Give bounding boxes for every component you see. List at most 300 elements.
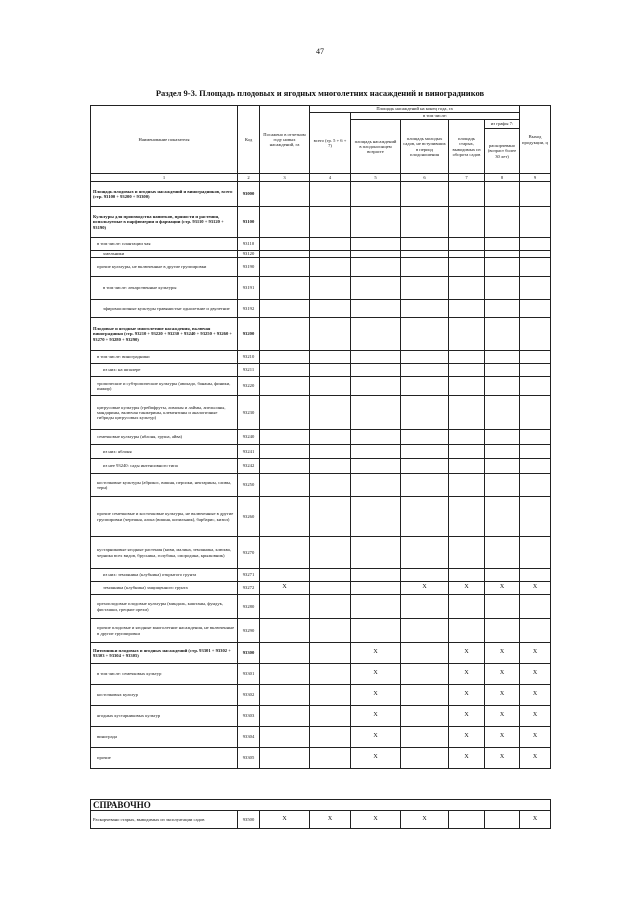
data-cell [401,569,449,582]
data-cell [401,727,449,748]
table-row [91,582,551,595]
data-cell [485,251,520,258]
data-cell [401,351,449,364]
row-code: 93301 [238,664,260,685]
data-cell [351,277,401,300]
data-cell [310,277,351,300]
data-cell [310,445,351,459]
data-cell [485,258,520,277]
data-cell [401,277,449,300]
row-name: прочие [91,748,238,769]
data-cell: X [449,582,485,595]
data-cell [401,238,449,251]
data-cell [310,474,351,497]
table-row [91,351,551,364]
data-cell [401,537,449,569]
table-row [91,445,551,459]
data-cell [401,664,449,685]
data-cell [260,537,310,569]
table-row [91,619,551,643]
data-cell [310,396,351,430]
data-cell [351,582,401,595]
data-cell: X [485,685,520,706]
data-cell: X [351,685,401,706]
row-name: цитрусовые культуры (грейпфруты, лимоны и лаймы, апельсины, мандарины, включая танжерины, клементины и аналогичные гибриды цитрусовых культур) [91,396,238,430]
data-cell [449,277,485,300]
data-cell [260,474,310,497]
data-cell: X [520,748,551,769]
table-row [91,251,551,258]
data-cell [401,258,449,277]
data-cell [449,569,485,582]
data-cell [449,207,485,238]
reference-cell: X [310,811,351,829]
data-cell [310,595,351,619]
col-number: 9 [520,174,551,182]
reference-table [90,799,551,829]
header-code: Код [238,106,260,174]
data-cell [310,364,351,377]
header-old: площадь старых, выводимых из оборота садов [449,120,485,174]
row-code: 93300 [238,643,260,664]
data-cell [401,497,449,537]
data-cell [520,251,551,258]
data-cell [520,318,551,351]
data-cell [485,182,520,207]
row-code: 93250 [238,474,260,497]
data-cell [449,537,485,569]
data-cell [401,748,449,769]
row-name: косточковые культуры (абрикос, вишня, персики, нектарины, сливы, терн) [91,474,238,497]
table-row [91,497,551,537]
row-name: в том числе: плантации чая [91,238,238,251]
data-cell [260,182,310,207]
data-cell: X [485,727,520,748]
data-cell [449,182,485,207]
data-cell [485,207,520,238]
header-total: всего (гр. 5 + 6 + 7) [310,113,351,174]
data-cell: X [485,664,520,685]
row-name: в том числе: семечковых культур [91,664,238,685]
data-cell [310,664,351,685]
row-code: 93192 [238,300,260,318]
row-code: 93302 [238,685,260,706]
data-cell [310,377,351,396]
data-cell [449,318,485,351]
row-code: 93100 [238,207,260,238]
data-cell [449,619,485,643]
row-name: из них: земляника (клубника) открытого грунта [91,569,238,582]
data-cell [449,595,485,619]
row-code: 93211 [238,364,260,377]
data-cell: X [520,727,551,748]
data-cell [520,396,551,430]
col-number: 6 [401,174,449,182]
table-row [91,277,551,300]
data-cell [520,537,551,569]
row-code: 93220 [238,377,260,396]
data-cell [520,238,551,251]
row-code: 93303 [238,706,260,727]
reference-cell: X [520,811,551,829]
header-of-col7: из графы 7: [485,120,520,129]
row-name: Плодовые и ягодные многолетние насаждения, включая виноградники (стр. 93210 + 93220 + 93230 + 93240 + 93250 + 93260 + 93270 + 93280 + 93290) [91,318,238,351]
data-cell [449,377,485,396]
data-cell [260,351,310,364]
row-code: 93260 [238,497,260,537]
data-cell [449,300,485,318]
data-cell [401,182,449,207]
data-cell [520,445,551,459]
data-cell [260,300,310,318]
data-cell [449,238,485,251]
table-row [91,537,551,569]
data-cell [260,459,310,474]
data-cell [351,537,401,569]
data-cell [449,445,485,459]
data-cell [449,396,485,430]
data-cell [401,459,449,474]
table-row [91,182,551,207]
data-cell [401,377,449,396]
data-cell [351,445,401,459]
row-name: Культуры для производства напитков, пряности и растения, используемые в парфюмерии и фармации (стр. 93110 + 93120 + 93190) [91,207,238,238]
row-code: 93241 [238,445,260,459]
reference-cell: X [401,811,449,829]
data-cell [310,537,351,569]
data-cell [449,497,485,537]
data-cell [260,643,310,664]
data-cell [401,445,449,459]
row-code: 93271 [238,569,260,582]
row-name: Площадь плодовых и ягодных насаждений и виноградников, всего (стр. 93100 + 93200 + 93300) [91,182,238,207]
table-row [91,396,551,430]
data-cell [310,643,351,664]
table-row [91,318,551,351]
data-cell [485,537,520,569]
data-cell [449,258,485,277]
data-cell: X [449,727,485,748]
col-number: 8 [485,174,520,182]
reference-cell: X [260,811,310,829]
row-name: орехоплодовые плодовые культуры (миндаль, каштаны, фундук, фисташки, грецкие орехи) [91,595,238,619]
data-cell [351,238,401,251]
data-cell [520,277,551,300]
data-cell: X [485,748,520,769]
data-cell [485,459,520,474]
data-cell [260,727,310,748]
data-cell: X [485,706,520,727]
reference-title: СПРАВОЧНО [91,800,551,811]
data-cell [351,182,401,207]
row-name: из них: на шпалере [91,364,238,377]
data-cell [351,595,401,619]
data-cell [351,377,401,396]
data-cell: X [449,643,485,664]
reference-cell: X [351,811,401,829]
row-name: прочие семечковые и косточковые культуры, не включенные в другие группировки (черешня, альча (вишня, кизильник), барбарис, кизил) [91,497,238,537]
data-cell [310,300,351,318]
data-cell: X [485,582,520,595]
table-row [91,364,551,377]
data-cell [260,595,310,619]
table-row [91,643,551,664]
data-cell [260,497,310,537]
data-cell [401,207,449,238]
row-name: семечковые культуры (яблоня, груша, айва) [91,430,238,445]
table-row [91,685,551,706]
data-cell [520,569,551,582]
col-number: 4 [310,174,351,182]
row-code: 93240 [238,430,260,445]
header-young: площадь насаждений в плодоносящем возрасте [351,120,401,174]
data-cell: X [485,643,520,664]
data-cell: X [401,582,449,595]
data-cell [485,238,520,251]
row-code: 93000 [238,182,260,207]
data-cell [520,300,551,318]
data-cell [310,748,351,769]
data-cell: X [351,706,401,727]
data-cell [520,474,551,497]
data-cell [310,459,351,474]
header-uprooted: раскорчевано (возраст более 30 лет) [485,129,520,174]
table-row [91,238,551,251]
reference-cell [449,811,485,829]
data-cell [401,364,449,377]
header-yield: Выход продукции, ц [520,106,551,174]
table-row [91,569,551,582]
data-cell [260,396,310,430]
data-cell: X [449,685,485,706]
data-cell [520,207,551,238]
row-name: ягодных кустарниковых культур [91,706,238,727]
data-cell [401,300,449,318]
col-number: 7 [449,174,485,182]
data-cell [449,364,485,377]
data-cell: X [449,664,485,685]
data-cell [485,277,520,300]
data-cell [485,351,520,364]
table-row [91,474,551,497]
data-cell [260,377,310,396]
data-cell [401,706,449,727]
table-row [91,664,551,685]
data-cell [485,445,520,459]
row-name: хмельники [91,251,238,258]
data-cell [485,430,520,445]
col-number: 5 [351,174,401,182]
data-cell [351,396,401,430]
data-cell [260,664,310,685]
data-cell [310,430,351,445]
row-code: 93305 [238,748,260,769]
row-name: земляника (клубника) защищенного грунта [91,582,238,595]
data-cell: X [260,582,310,595]
data-cell [260,619,310,643]
data-cell [260,748,310,769]
col-number: 2 [238,174,260,182]
data-cell [351,300,401,318]
row-code: 93200 [238,318,260,351]
reference-row-name: Раскорчевано старых, выводимых из эксплуатации садов [91,811,238,829]
row-name: в том числе: виноградники [91,351,238,364]
data-cell: X [520,706,551,727]
data-cell [351,459,401,474]
row-name: косточковых культур [91,685,238,706]
data-cell [310,251,351,258]
data-cell [310,318,351,351]
data-cell [351,318,401,351]
row-code: 93191 [238,277,260,300]
data-cell [520,595,551,619]
data-cell [310,258,351,277]
data-cell [401,595,449,619]
row-name: винограда [91,727,238,748]
table-row [91,595,551,619]
data-cell [485,300,520,318]
row-code: 93230 [238,396,260,430]
data-cell [485,364,520,377]
row-code: 93290 [238,619,260,643]
data-cell [351,258,401,277]
header-incl: в том числе: [351,113,520,120]
data-cell [351,351,401,364]
table-row [91,459,551,474]
data-cell [520,377,551,396]
data-cell [260,364,310,377]
header-nonbearing: площадь молодых садов, не вступивших в период плодоношения [401,120,449,174]
row-code: 93210 [238,351,260,364]
data-cell [485,396,520,430]
row-code: 93304 [238,727,260,748]
row-code: 93280 [238,595,260,619]
data-cell [520,364,551,377]
row-name: из нее 93240: сады интенсивного типа [91,459,238,474]
data-cell: X [351,727,401,748]
data-cell [351,474,401,497]
area-table [90,105,551,769]
data-cell: X [449,748,485,769]
data-cell [260,569,310,582]
data-cell: X [449,706,485,727]
data-cell [520,619,551,643]
data-cell [520,459,551,474]
data-cell [260,430,310,445]
data-cell [485,595,520,619]
data-cell [310,207,351,238]
data-cell [260,318,310,351]
header-area-group: Площадь насаждений на конец года, га [310,106,520,113]
header-planted: Посажено в отчетном году новых насаждений, га [260,106,310,174]
data-cell [401,396,449,430]
data-cell [401,685,449,706]
data-cell [260,706,310,727]
data-cell [351,569,401,582]
data-cell: X [520,664,551,685]
table-row [91,300,551,318]
data-cell [310,569,351,582]
row-code: 93190 [238,258,260,277]
row-name: тропические и субтропические культуры (авокадо, бананы, финики, инжир) [91,377,238,396]
table-row [91,207,551,238]
table-row [91,748,551,769]
section-title: Раздел 9-3. Площадь плодовых и ягодных многолетних насаждений и виноградников [155,88,485,98]
data-cell [310,497,351,537]
data-cell [260,251,310,258]
data-cell [520,258,551,277]
page-number: 47 [316,47,324,56]
data-cell [351,207,401,238]
data-cell [260,685,310,706]
row-name: Питомники плодовых и ягодных насаждений (стр. 93301 + 93302 + 93303 + 93304 + 93305) [91,643,238,664]
data-cell [520,182,551,207]
data-cell [449,351,485,364]
data-cell [351,251,401,258]
table-row [91,430,551,445]
data-cell: X [520,685,551,706]
data-cell: X [351,664,401,685]
data-cell [485,474,520,497]
data-cell [351,619,401,643]
data-cell [520,351,551,364]
data-cell [485,569,520,582]
table-row [91,377,551,396]
row-code: 93110 [238,238,260,251]
data-cell [351,497,401,537]
data-cell [310,706,351,727]
data-cell [401,643,449,664]
data-cell [401,474,449,497]
row-name: в том числе: лекарственные культуры [91,277,238,300]
data-cell [401,251,449,258]
data-cell [260,258,310,277]
row-name: прочие плодовые и ягодные многолетние насаждения, не включенные в другие группировки [91,619,238,643]
table-row [91,258,551,277]
data-cell [401,318,449,351]
data-cell [449,251,485,258]
data-cell [401,430,449,445]
data-cell [310,619,351,643]
data-cell: X [351,748,401,769]
data-cell [310,182,351,207]
data-cell [485,377,520,396]
data-cell [520,497,551,537]
data-cell [351,364,401,377]
data-cell [449,459,485,474]
table-row [91,727,551,748]
row-name: кустарниковые ягодные растения (киви, малина, земляника, клюква, черника всех видов, брусника, голубика, смородина, крыжовник) [91,537,238,569]
data-cell [260,277,310,300]
row-name: из них: яблоня [91,445,238,459]
table-row [91,706,551,727]
col-number: 3 [260,174,310,182]
data-cell [401,619,449,643]
row-name: прочие культуры, не включенные в другие группировки [91,258,238,277]
data-cell [260,207,310,238]
data-cell: X [351,643,401,664]
row-code: 93272 [238,582,260,595]
row-name: эфиромасличные культуры травянистые однолетние и двулетние [91,300,238,318]
row-code: 93242 [238,459,260,474]
data-cell [310,238,351,251]
data-cell [310,582,351,595]
data-cell: X [520,643,551,664]
data-cell [485,619,520,643]
col-number: 1 [91,174,238,182]
data-cell [449,430,485,445]
data-cell [260,238,310,251]
